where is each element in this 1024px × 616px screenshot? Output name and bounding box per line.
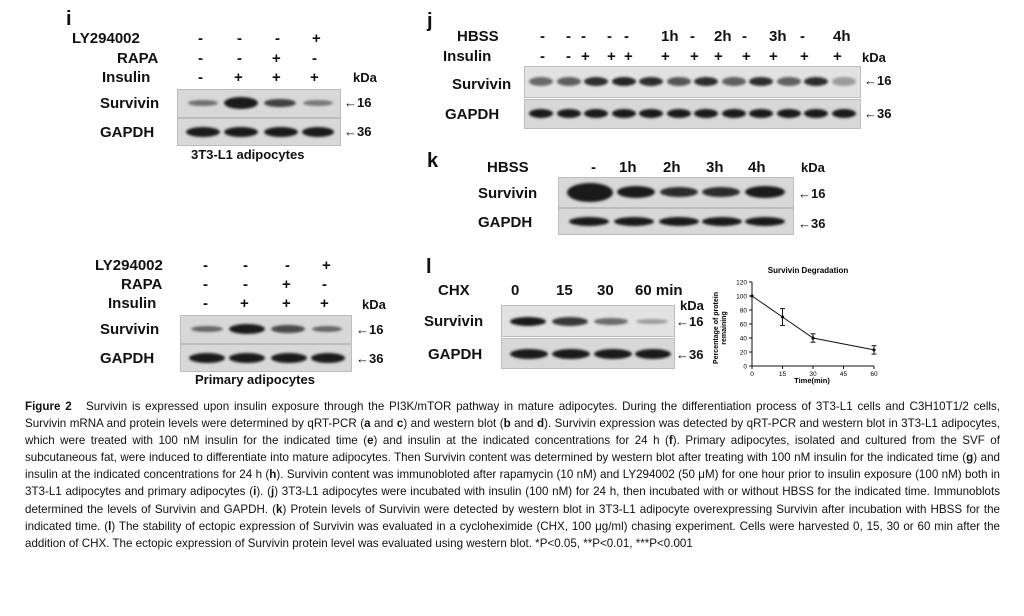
sign: -: [581, 28, 586, 45]
arrow-marker: ←16: [864, 73, 892, 88]
band: [694, 77, 718, 86]
band: [612, 77, 636, 86]
sign: +: [240, 295, 249, 312]
sign: +: [661, 48, 670, 65]
band: [584, 109, 608, 118]
gapdh-label: GAPDH: [100, 350, 155, 367]
kda-label: kDa: [680, 298, 704, 313]
ly294002-label: LY294002: [72, 30, 140, 47]
caption-text: ) Protein levels of Survivin were detected by western blot in 3T3-L1 adipocyte overexpressing Survivin after incubation with HBSS for the indicated time. (: [25, 502, 1000, 533]
data-point: [811, 336, 814, 339]
y-tick-label: 60: [739, 321, 747, 329]
caption-text: ) The stability of ectopic expression of Survivin was evaluated in a cycloheximide (CHX, 100 μg/ml) chasing experiment. Cells were harvested 0, 15, 30 or 60 min after the addition of CHX. The ectopic expression of Survivin protein level was evaluated using western blot. *P<0.05, **P<0.01, ***P<0.001: [25, 519, 1000, 550]
band: [557, 109, 581, 118]
band: [667, 109, 691, 118]
caption-text: ) and insulin at the indicated concentrations for 24 h (: [373, 434, 669, 448]
band: [804, 77, 828, 86]
sign: -: [566, 48, 571, 65]
arrow-marker: ←36: [344, 124, 372, 139]
sign: +: [800, 48, 809, 65]
sign: -: [285, 257, 290, 274]
figure-caption: [25, 398, 1000, 552]
arrow-marker: ←36: [356, 351, 384, 366]
panel-j-letter: j: [427, 10, 433, 32]
survivin-blot: [177, 89, 341, 118]
band: [639, 109, 663, 118]
survivin-blot: [180, 315, 352, 344]
rapa-label: RAPA: [121, 276, 163, 293]
caption-text: ). Survivin content was immunobloted after rapamycin (10 nM) and LY294002 (50 μM) for one hour prior to insulin exposure (100 nM) both in 3T3-L1 adipocytes and primary adipocytes (: [25, 468, 1000, 499]
band: [694, 109, 718, 118]
sign: -: [690, 28, 695, 45]
chart-axes: [736, 280, 878, 379]
sign: +: [322, 257, 331, 274]
sign: 3h: [769, 28, 787, 45]
sign: 1h: [661, 28, 679, 45]
band: [639, 77, 663, 86]
band: [832, 77, 856, 86]
sign: -: [198, 30, 203, 47]
sign: -: [566, 28, 571, 45]
panel-ref: d: [537, 417, 545, 431]
y-tick-label: 100: [736, 293, 747, 301]
sign: 1h: [619, 159, 637, 176]
sign: -: [203, 257, 208, 274]
band: [777, 77, 801, 86]
sign: -: [203, 276, 208, 293]
sign: 60 min: [635, 282, 683, 299]
kda-label: kDa: [353, 70, 377, 85]
sign: 4h: [833, 28, 851, 45]
chart-marks: [750, 294, 876, 354]
arrow-marker: ←16: [676, 314, 704, 329]
data-point: [872, 348, 875, 351]
rapa-label: RAPA: [117, 50, 159, 67]
kda-label: kDa: [801, 160, 825, 175]
sign: +: [282, 276, 291, 293]
x-tick-label: 15: [778, 371, 787, 378]
sign: -: [243, 257, 248, 274]
sign: 3h: [706, 159, 724, 176]
panel-i-letter: i: [66, 8, 72, 30]
survivin-label: Survivin: [100, 95, 160, 112]
panel-k-letter: k: [427, 150, 439, 172]
caption-text: and: [510, 417, 537, 431]
cell-type-label: 3T3-L1 adipocytes: [191, 147, 305, 162]
sign: -: [243, 276, 248, 293]
band: [557, 77, 581, 86]
caption-text: ). (: [256, 485, 271, 499]
caption-text: Survivin is expressed upon insulin exposure through the PI3K/mTOR pathway in mature adipocytes. During the differentiation process of 3T3-L1 cells and C3H10T1/2 cells, Survivin mRNA and protein levels were determined by qRT-PCR (: [25, 400, 1000, 431]
gapdh-blot: [180, 344, 352, 372]
panel-ref: j: [270, 485, 275, 499]
arrow-marker: ←16: [798, 186, 826, 201]
y-tick-label: 40: [739, 335, 747, 343]
insulin-label: Insulin: [102, 69, 151, 86]
gapdh-label: GAPDH: [428, 346, 483, 363]
band: [667, 77, 691, 86]
panel-ref: e: [367, 434, 374, 448]
sign: +: [714, 48, 723, 65]
sign: +: [607, 48, 616, 65]
band: [804, 109, 828, 118]
sign: +: [282, 295, 291, 312]
chart-title: Survivin Degradation: [767, 266, 849, 275]
sign: +: [769, 48, 778, 65]
sign: +: [581, 48, 590, 65]
survivin-label: Survivin: [424, 313, 484, 330]
band: [722, 77, 746, 86]
sign: 4h: [748, 159, 766, 176]
sign: -: [624, 28, 629, 45]
sign: -: [312, 50, 317, 67]
hbss-label: HBSS: [457, 28, 499, 45]
survivin-label: Survivin: [478, 185, 538, 202]
sign: +: [320, 295, 329, 312]
survivin-blot: [524, 66, 861, 98]
band: [529, 77, 553, 86]
x-tick-label: 45: [839, 371, 848, 378]
panel-ref: k: [276, 502, 283, 516]
caption-text: ) and western blot (: [403, 417, 504, 431]
sign: 30: [597, 282, 614, 299]
sign: +: [742, 48, 751, 65]
y-tick-label: 20: [739, 349, 747, 357]
sign: -: [322, 276, 327, 293]
data-point: [781, 315, 784, 318]
chx-label: CHX: [438, 282, 470, 299]
sign: -: [198, 50, 203, 67]
band: [749, 109, 773, 118]
gapdh-blot: [524, 99, 861, 129]
panel-ref: g: [966, 451, 974, 465]
arrow-marker: ←36: [676, 347, 704, 362]
sign: +: [310, 69, 319, 86]
sign: -: [591, 159, 596, 176]
panel-ref: h: [269, 468, 277, 482]
caption-text: ). Primary adipocytes, isolated and cultured from the SVF of subcutaneous fat, were induced to differentiate into mature adipocytes. Then Survivin content was determined by western blot after treating with 100 nM insulin for the indicated time (: [25, 434, 1000, 465]
ly294002-label: LY294002: [95, 257, 163, 274]
gapdh-blot: [558, 208, 794, 235]
sign: +: [833, 48, 842, 65]
band: [832, 109, 856, 118]
panel-ref: c: [396, 417, 404, 431]
band: [529, 109, 553, 118]
panel-l-letter: l: [426, 256, 432, 278]
y-tick-label: 80: [739, 307, 747, 315]
sign: -: [742, 28, 747, 45]
gapdh-label: GAPDH: [100, 124, 155, 141]
band: [722, 109, 746, 118]
arrow-marker: ←16: [344, 95, 372, 110]
sign: -: [540, 28, 545, 45]
band: [749, 77, 773, 86]
sign: -: [607, 28, 612, 45]
panel-ref: i: [253, 485, 257, 499]
sign: +: [624, 48, 633, 65]
arrow-marker: ←16: [356, 322, 384, 337]
caption-text: ) and insulin at the indicated concentrations for 24 h (: [25, 451, 1000, 482]
arrow-marker: ←36: [798, 216, 826, 231]
gapdh-label: GAPDH: [478, 214, 533, 231]
sign: +: [312, 30, 321, 47]
sign: -: [203, 295, 208, 312]
cell-type-label: Primary adipocytes: [195, 372, 315, 387]
sign: -: [275, 30, 280, 47]
panel-ref: a: [364, 417, 371, 431]
gapdh-blot: [177, 118, 341, 146]
panel-ref: l: [108, 519, 112, 533]
survivin-label: Survivin: [452, 76, 512, 93]
sign: -: [540, 48, 545, 65]
x-tick-label: 60: [870, 371, 878, 378]
insulin-label: Insulin: [108, 295, 157, 312]
sign: +: [234, 69, 243, 86]
band: [584, 77, 608, 86]
band: [777, 109, 801, 118]
arrow-marker: ←36: [864, 106, 892, 121]
figure-label: Figure 2: [25, 400, 72, 413]
sign: -: [237, 50, 242, 67]
survivin-blot: [558, 177, 794, 208]
sign: 2h: [663, 159, 681, 176]
sign: 0: [511, 282, 520, 299]
sign: +: [272, 69, 281, 86]
survivin-blot: [501, 305, 675, 337]
chart-ylabel: Percentage of proteinremaining: [713, 292, 728, 364]
kda-label: kDa: [862, 50, 886, 65]
x-tick-label: 0: [750, 371, 754, 378]
hbss-label: HBSS: [487, 159, 529, 176]
y-tick-label: 120: [736, 279, 747, 287]
sign: -: [237, 30, 242, 47]
data-point: [750, 294, 753, 297]
panel-ref: f: [668, 434, 673, 448]
gapdh-blot: [501, 338, 675, 369]
sign: 15: [556, 282, 573, 299]
caption-text: ). Survivin expression was detected by qRT-PCR and western blot in 3T3-L1 adipocytes, which were treated with 100 nM insulin for the indicated time (: [25, 417, 1000, 448]
y-tick-label: 0: [743, 363, 747, 371]
sign: 2h: [714, 28, 732, 45]
sign: +: [690, 48, 699, 65]
sign: -: [800, 28, 805, 45]
sign: +: [272, 50, 281, 67]
sign: -: [198, 69, 203, 86]
insulin-label: Insulin: [443, 48, 492, 65]
caption-text: and: [370, 417, 397, 431]
chart-xlabel: Time(min): [794, 376, 830, 385]
kda-label: kDa: [362, 297, 386, 312]
panel-ref: b: [503, 417, 511, 431]
x-tick-label: 30: [809, 371, 817, 378]
band: [612, 109, 636, 118]
survivin-label: Survivin: [100, 321, 160, 338]
survivin-degradation-chart: [708, 262, 884, 386]
caption-text: ) 3T3-L1 adipocytes were incubated with insulin (100 nM) for 24 h, then incubated with or without HBSS for the indicated time. Immunoblots determined the levels of Survivin and GAPDH. (: [25, 485, 1000, 516]
gapdh-label: GAPDH: [445, 106, 500, 123]
